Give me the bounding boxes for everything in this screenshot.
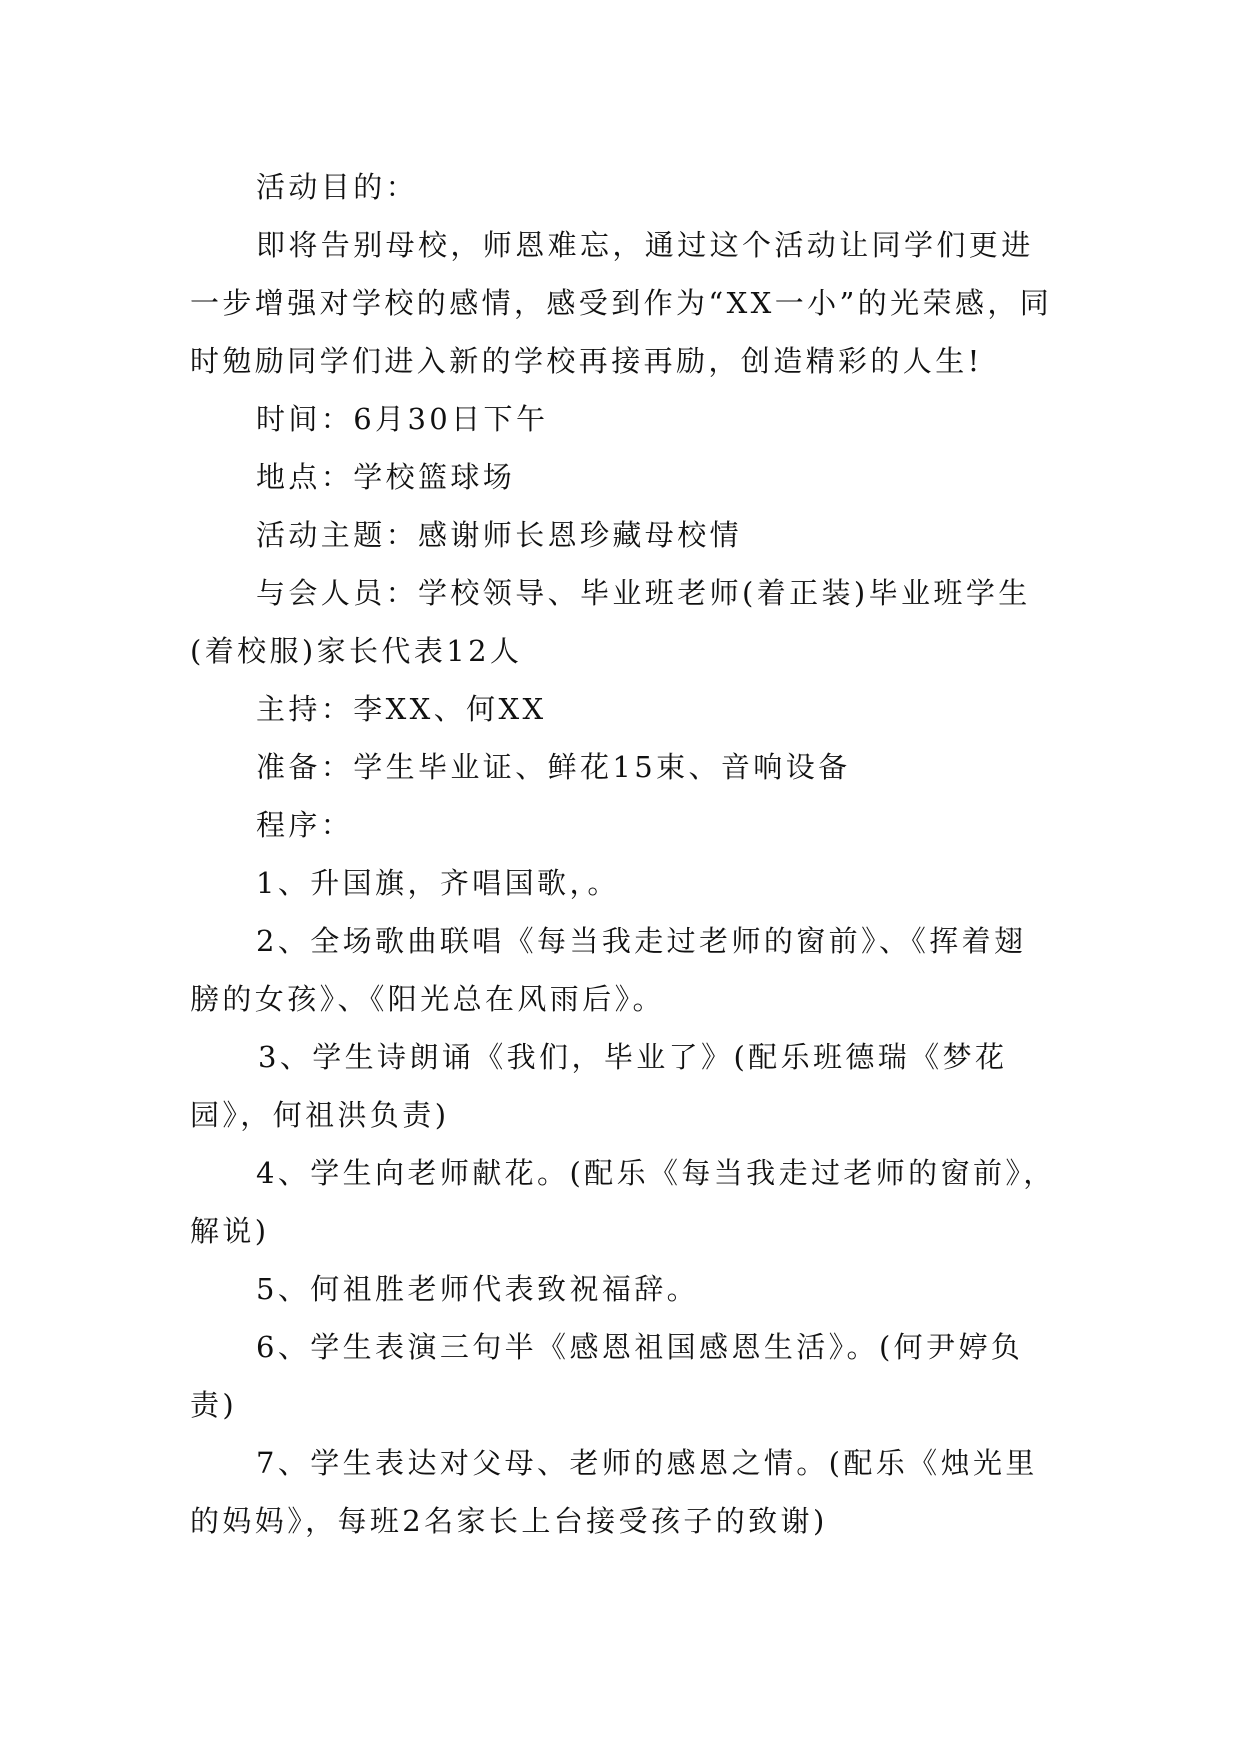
- program-item-2: 2、全场歌曲联唱《每当我走过老师的窗前》、《挥着翅膀的女孩》、《阳光总在风雨后》。: [190, 924, 1027, 1016]
- paragraph-program-heading: 程序：: [256, 808, 354, 842]
- program-item-4: 4、学生向老师献花。(配乐《每当我走过老师的窗前》，解说): [190, 1156, 1056, 1248]
- paragraph-hosts: 主持：李XX、何XX: [256, 692, 547, 726]
- program-item-7: 7、学生表达对父母、老师的感恩之情。(配乐《烛光里的妈妈》，每班2名家长上台接受孩子的致谢): [190, 1446, 1038, 1538]
- document-page: [190, 158, 1058, 1550]
- program-item-5: 5、何祖胜老师代表致祝福辞。: [256, 1272, 700, 1306]
- paragraph-attendees: 与会人员：学校领导、毕业班老师(着正装)毕业班学生(着校服)家长代表12人: [190, 576, 1031, 668]
- paragraph-purpose-text: 即将告别母校，师恩难忘，通过这个活动让同学们更进一步增强对学校的感情，感受到作为“XX一小”的光荣感，同时勉励同学们进入新的学校再接再励，创造精彩的人生!: [190, 228, 1053, 378]
- program-item-6: 6、学生表演三句半《感恩祖国感恩生活》。(何尹婷负责): [190, 1330, 1024, 1422]
- program-item-3: 3、学生诗朗诵《我们，毕业了》(配乐班德瑞《梦花园》，何祖洪负责): [190, 1040, 1008, 1132]
- paragraph-location: 地点：学校篮球场: [256, 460, 516, 494]
- paragraph-preparation: 准备：学生毕业证、鲜花15束、音响设备: [256, 750, 851, 784]
- paragraph-theme: 活动主题：感谢师长恩珍藏母校情: [256, 518, 743, 552]
- program-item-1: 1、升国旗，齐唱国歌，。: [256, 866, 620, 900]
- paragraph-purpose-heading: 活动目的：: [256, 170, 419, 204]
- paragraph-time: 时间：6月30日下午: [256, 402, 549, 436]
